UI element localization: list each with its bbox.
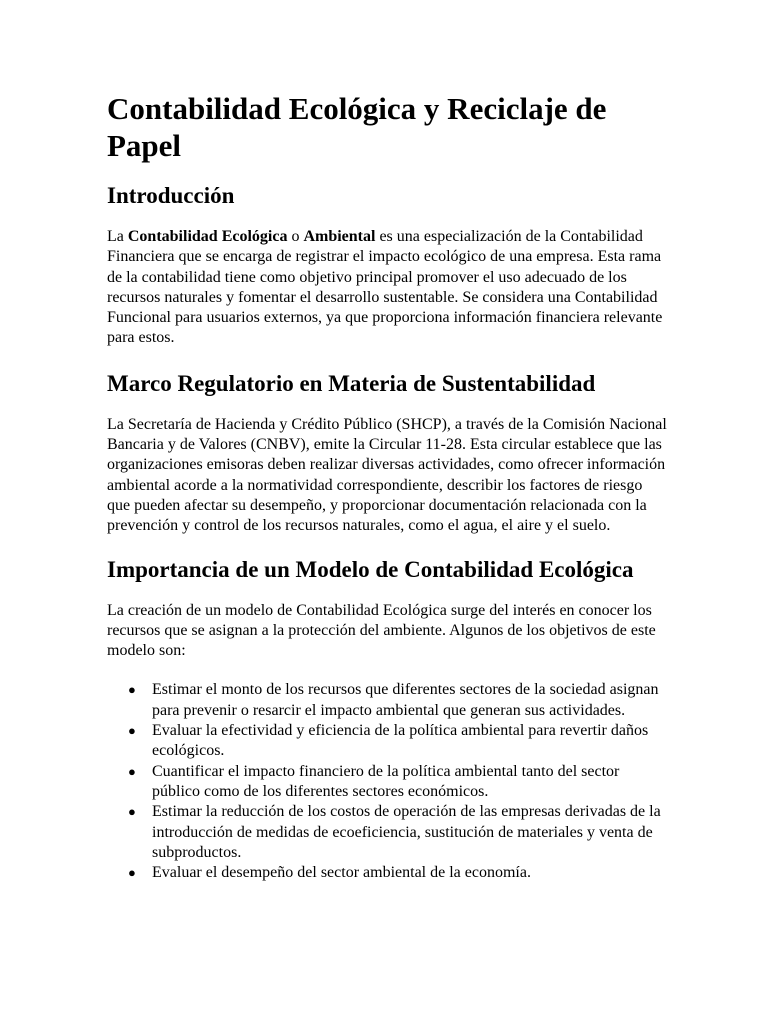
bullet-icon: ● [128,804,136,820]
bullet-icon: ● [128,682,136,698]
bullet-icon: ● [128,763,136,779]
paragraph-marco-regulatorio: La Secretaría de Hacienda y Crédito Público (SHCP), a través de la Comisión Nacional Bancaria y de Valores (CNBV), emite la Circular 11-28. Esta circular establece que las organizaciones emisoras deben realizar diversas actividades, como ofrecer información ambiental acorde a la normatividad correspondiente, describir los factores de riesgo que pueden afectar su desempeño, y proporcionar documentación relacionada con la prevención y control de los recursos naturales, como el agua, el aire y el suelo. [107,415,667,535]
intro-text-3: es una especialización de la Contabilidad Financiera que se encarga de registrar el impacto ecológico de una empresa. Esta rama de la contabilidad tiene como objetivo principal promover el uso adecuado de los recursos naturales y fomentar el desarrollo sustentable. Se considera una Contabilidad Funcional para usuarios externos, ya que proporciona información financiera relevante para estos. [107,228,663,347]
paragraph-introduccion [107,227,667,349]
bullet-icon: ● [128,723,136,739]
heading-introduccion: Introducción [107,183,235,208]
document-title: Contabilidad Ecológica y Reciclaje de Papel [107,91,607,163]
document-page [107,90,667,883]
list-item [107,802,667,863]
intro-bold-contabilidad-ecologica: Contabilidad Ecológica [127,228,288,245]
bullet-icon: ● [128,865,136,881]
list-item-text: Estimar el monto de los recursos que diferentes sectores de la sociedad asignan para prevenir o resarcir el impacto ambiental que generan sus actividades. [152,681,659,719]
heading-importancia-modelo: Importancia de un Modelo de Contabilidad Ecológica [107,556,634,582]
intro-text-1: La [107,228,128,245]
list-item [107,680,667,721]
list-item-text: Evaluar la efectividad y eficiencia de la política ambiental para revertir daños ecológicos. [152,722,649,760]
heading-marco-regulatorio: Marco Regulatorio en Materia de Sustentabilidad [107,370,596,396]
list-item [107,863,667,883]
paragraph-importancia-modelo: La creación de un modelo de Contabilidad Ecológica surge del interés en conocer los recursos que se asignan a la protección del ambiente. Algunos de los objetivos de este modelo son: [107,601,656,660]
list-item [107,721,667,762]
list-item [107,762,667,803]
list-item-text: Cuantificar el impacto financiero de la política ambiental tanto del sector público como de los diferentes sectores económicos. [152,762,620,800]
list-item-text: Evaluar el desempeño del sector ambiental de la economía. [152,864,531,882]
intro-text-2: o [287,228,304,245]
objectives-list [107,680,667,883]
list-item-text: Estimar la reducción de los costos de operación de las empresas derivadas de la introducción de medidas de ecoeficiencia, sustitución de materiales y venta de subproductos. [152,803,661,861]
intro-bold-ambiental: Ambiental [303,228,376,245]
